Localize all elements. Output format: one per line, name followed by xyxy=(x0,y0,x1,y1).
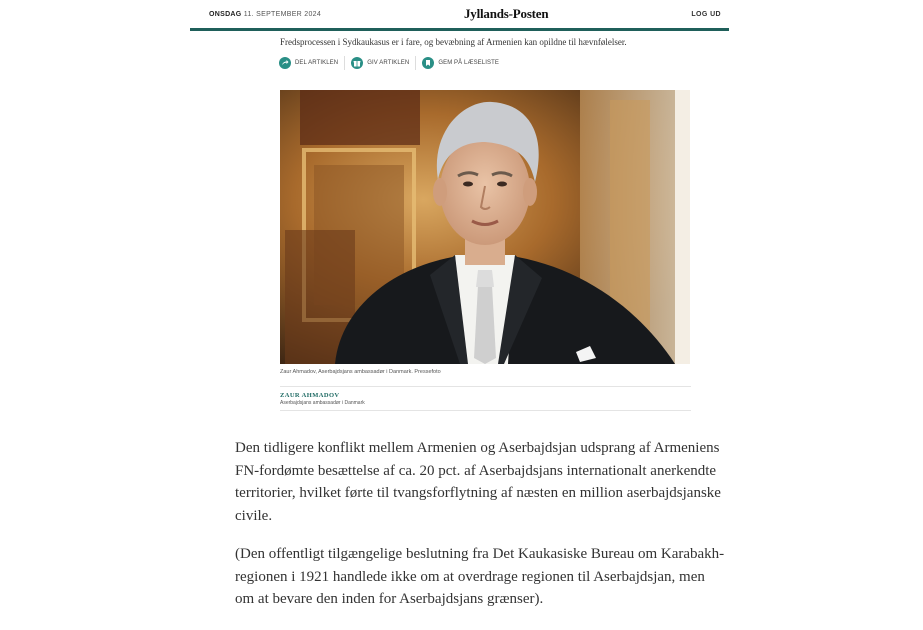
header-date xyxy=(209,11,321,18)
author-role: Aserbajdsjans ambassadør i Danmark xyxy=(280,400,365,406)
header-date-value: 11. SEPTEMBER 2024 xyxy=(243,10,322,18)
site-logo[interactable]: Jyllands-Posten xyxy=(464,6,549,21)
save-to-readlist-button[interactable] xyxy=(422,56,505,70)
share-article-label: DEL ARTIKLEN xyxy=(295,60,339,66)
share-icon xyxy=(279,57,291,69)
site-header xyxy=(190,0,729,31)
article-paragraph: (Den offentligt tilgængelige beslutning fra Det Kaukasiske Bureau om Karabakh-regionen i 1921 handlede ikke om at overdrage regionen til Aserbajdsjan, men om at bevare den inden for Aserbajdsjans grænser). xyxy=(235,546,725,607)
logout-button[interactable]: LOG UD xyxy=(691,10,721,18)
save-to-readlist-label: GEM PÅ LÆSELISTE xyxy=(438,60,499,66)
author-byline xyxy=(280,386,691,411)
gift-icon xyxy=(351,57,363,69)
share-article-button[interactable] xyxy=(279,56,345,70)
article-lead: Fredsprocessen i Sydkaukasus er i fare, og bevæbning af Armenien kan opildne til hævnfølelser. xyxy=(280,37,627,47)
author-name[interactable]: ZAUR AHMADOV xyxy=(280,392,340,399)
header-weekday: ONSDAG xyxy=(209,10,242,18)
article-actions xyxy=(279,56,511,70)
portrait-illustration xyxy=(280,90,690,364)
bookmark-icon xyxy=(422,57,434,69)
give-article-button[interactable] xyxy=(351,56,416,70)
article-paragraph: Den tidligere konflikt mellem Armenien og Aserbajdsjan udsprang af Armeniens FN-fordømte besættelse af ca. 20 pct. af Aserbajdsjans internationalt anerkendte territorier, hvilket førte til tvangsforflytning af næsten en million aserbajdsjanske civile. xyxy=(235,440,721,524)
photo-caption: Zaur Ahmadov, Aserbajdsjans ambassadør i Danmark. Pressefoto xyxy=(280,369,441,375)
give-article-label: GIV ARTIKLEN xyxy=(367,60,410,66)
article-photo xyxy=(280,90,690,364)
